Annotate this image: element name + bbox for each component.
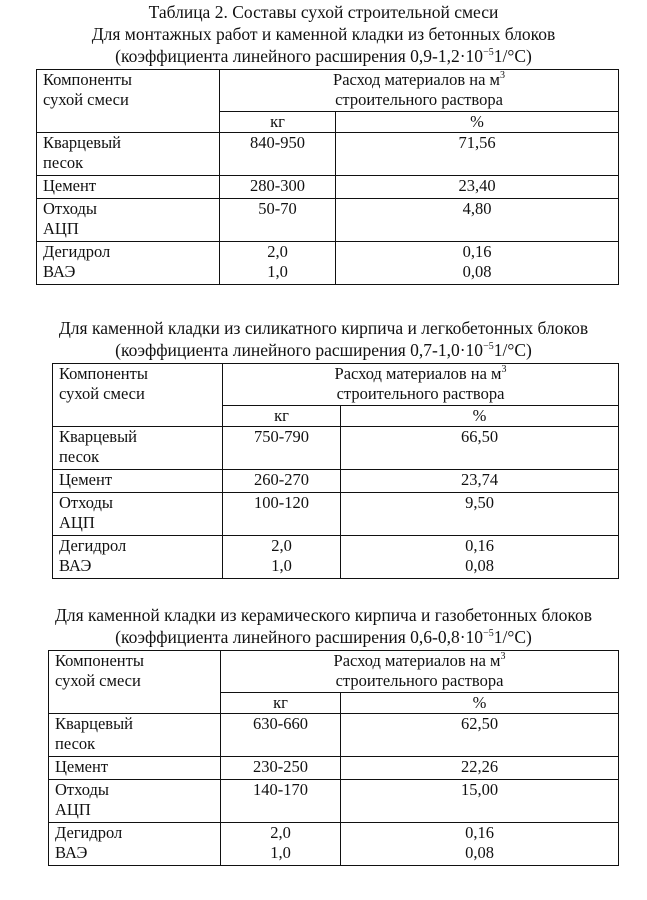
coefficient-exponent: −5 — [483, 47, 494, 58]
name-line: песок — [59, 447, 100, 466]
kg-value: 230-250 — [221, 757, 341, 780]
component-name — [53, 536, 223, 579]
kg-value — [221, 823, 341, 866]
name-line: ВАЭ — [59, 556, 92, 575]
name-line: Кварцевый — [59, 427, 138, 446]
header-line: Компоненты — [43, 70, 132, 89]
header-line: Компоненты — [55, 651, 144, 670]
name-line: Отходы — [59, 493, 114, 512]
component-name: Цемент — [37, 176, 220, 199]
header-line — [223, 364, 618, 384]
header-line: сухой смеси — [55, 671, 141, 690]
value-line: 0,16 — [462, 242, 492, 261]
header-line: строительного раствора — [335, 671, 504, 690]
name-line: ВАЭ — [43, 262, 76, 281]
components-header — [49, 651, 221, 714]
name-line: Кварцевый — [55, 714, 134, 733]
component-name: Цемент — [49, 757, 221, 780]
value-line: 2,0 — [270, 823, 291, 842]
value-line: 1,0 — [271, 556, 292, 575]
header-line — [220, 70, 618, 90]
percent-value: 23,74 — [341, 470, 619, 493]
percent-value — [336, 242, 619, 285]
value-line: 0,16 — [465, 536, 494, 555]
percent-value: 15,00 — [341, 780, 619, 823]
header-text: Расход материалов на м — [333, 651, 501, 670]
table-row — [37, 199, 619, 242]
header-line: строительного раствора — [335, 90, 503, 109]
component-name — [49, 823, 221, 866]
kg-value: 840-950 — [220, 133, 336, 176]
table-row — [53, 536, 619, 579]
header-line — [221, 651, 618, 671]
value-line: 0,08 — [465, 843, 494, 862]
name-line: песок — [43, 153, 84, 172]
value-line: 0,08 — [465, 556, 494, 575]
percent-value: 9,50 — [341, 493, 619, 536]
kg-value — [220, 242, 336, 285]
percent-value: 23,40 — [336, 176, 619, 199]
table-row — [53, 493, 619, 536]
header-line: сухой смеси — [59, 384, 145, 403]
table-row — [49, 757, 619, 780]
name-line: АЦП — [59, 513, 95, 532]
section-3-coefficient — [0, 627, 647, 647]
consumption-header — [220, 70, 619, 112]
header-line: строительного раствора — [336, 384, 505, 403]
kg-value: 750-790 — [223, 427, 341, 470]
kg-value — [223, 536, 341, 579]
component-name — [53, 493, 223, 536]
table-row — [37, 242, 619, 285]
value-line: 1,0 — [270, 843, 291, 862]
component-name — [37, 242, 220, 285]
table-row — [49, 714, 619, 757]
percent-value: 62,50 — [341, 714, 619, 757]
component-name — [37, 133, 220, 176]
percent-value: 4,80 — [336, 199, 619, 242]
table-caption: Таблица 2. Составы сухой строительной смеси — [148, 2, 499, 22]
coefficient-text: (коэффициента линейного расширения 0,7-1,0·10 — [115, 340, 484, 360]
component-name — [53, 427, 223, 470]
consumption-header — [221, 651, 619, 693]
kg-value: 140-170 — [221, 780, 341, 823]
name-line: АЦП — [55, 800, 91, 819]
percent-value: 66,50 — [341, 427, 619, 470]
consumption-header — [223, 364, 619, 406]
table-row — [49, 780, 619, 823]
coefficient-exponent: −5 — [483, 628, 494, 639]
section-2-coefficient — [0, 340, 647, 360]
composition-table-1 — [36, 69, 619, 285]
section-1-heading: Для монтажных работ и каменной кладки из бетонных блоков — [91, 24, 556, 44]
value-line: 2,0 — [267, 242, 288, 261]
coefficient-unit: 1/°C) — [493, 340, 532, 360]
percent-header: % — [341, 405, 619, 426]
value-line: 1,0 — [267, 262, 288, 281]
name-line: Отходы — [43, 199, 98, 218]
components-header — [53, 364, 223, 427]
header-sup: 3 — [501, 364, 507, 375]
section-3-heading: Для каменной кладки из керамического кирпича и газобетонных блоков — [54, 605, 593, 625]
header-sup: 3 — [500, 651, 506, 662]
coefficient-exponent: −5 — [483, 341, 494, 352]
header-text: Расход материалов на м — [334, 364, 502, 383]
section-1-coefficient — [0, 46, 647, 66]
kg-header: кг — [223, 405, 341, 426]
table-row — [37, 133, 619, 176]
kg-header: кг — [221, 692, 341, 713]
composition-table-2 — [52, 363, 619, 579]
percent-value: 22,26 — [341, 757, 619, 780]
header-text: Расход материалов на м — [333, 70, 500, 89]
component-name — [49, 780, 221, 823]
kg-value: 100-120 — [223, 493, 341, 536]
component-name: Цемент — [53, 470, 223, 493]
coefficient-text: (коэффициента линейного расширения 0,6-0,8·10 — [115, 627, 484, 647]
name-line: песок — [55, 734, 96, 753]
coefficient-text: (коэффициента линейного расширения 0,9-1,2·10 — [115, 46, 484, 66]
name-line: Отходы — [55, 780, 110, 799]
component-name — [49, 714, 221, 757]
table-row — [53, 427, 619, 470]
name-line: Дегидрол — [59, 536, 127, 555]
kg-header: кг — [220, 111, 336, 132]
table-row — [37, 176, 619, 199]
name-line: АЦП — [43, 219, 79, 238]
table-row — [49, 823, 619, 866]
name-line: Дегидрол — [55, 823, 123, 842]
percent-value — [341, 823, 619, 866]
header-sup: 3 — [499, 70, 505, 81]
header-line: сухой смеси — [43, 90, 129, 109]
section-2-heading: Для каменной кладки из силикатного кирпича и легкобетонных блоков — [58, 318, 589, 338]
percent-value: 71,56 — [336, 133, 619, 176]
name-line: Кварцевый — [43, 133, 122, 152]
table-row — [53, 470, 619, 493]
value-line: 2,0 — [271, 536, 292, 555]
kg-value: 280-300 — [220, 176, 336, 199]
kg-value: 630-660 — [221, 714, 341, 757]
component-name — [37, 199, 220, 242]
value-line: 0,08 — [462, 262, 492, 281]
percent-header: % — [336, 111, 619, 132]
name-line: ВАЭ — [55, 843, 88, 862]
components-header — [37, 70, 220, 133]
kg-value: 50-70 — [220, 199, 336, 242]
value-line: 0,16 — [465, 823, 494, 842]
kg-value: 260-270 — [223, 470, 341, 493]
coefficient-unit: 1/°C) — [493, 46, 532, 66]
name-line: Дегидрол — [43, 242, 111, 261]
composition-table-3 — [48, 650, 619, 866]
percent-value — [341, 536, 619, 579]
header-line: Компоненты — [59, 364, 148, 383]
percent-header: % — [341, 692, 619, 713]
coefficient-unit: 1/°C) — [493, 627, 532, 647]
